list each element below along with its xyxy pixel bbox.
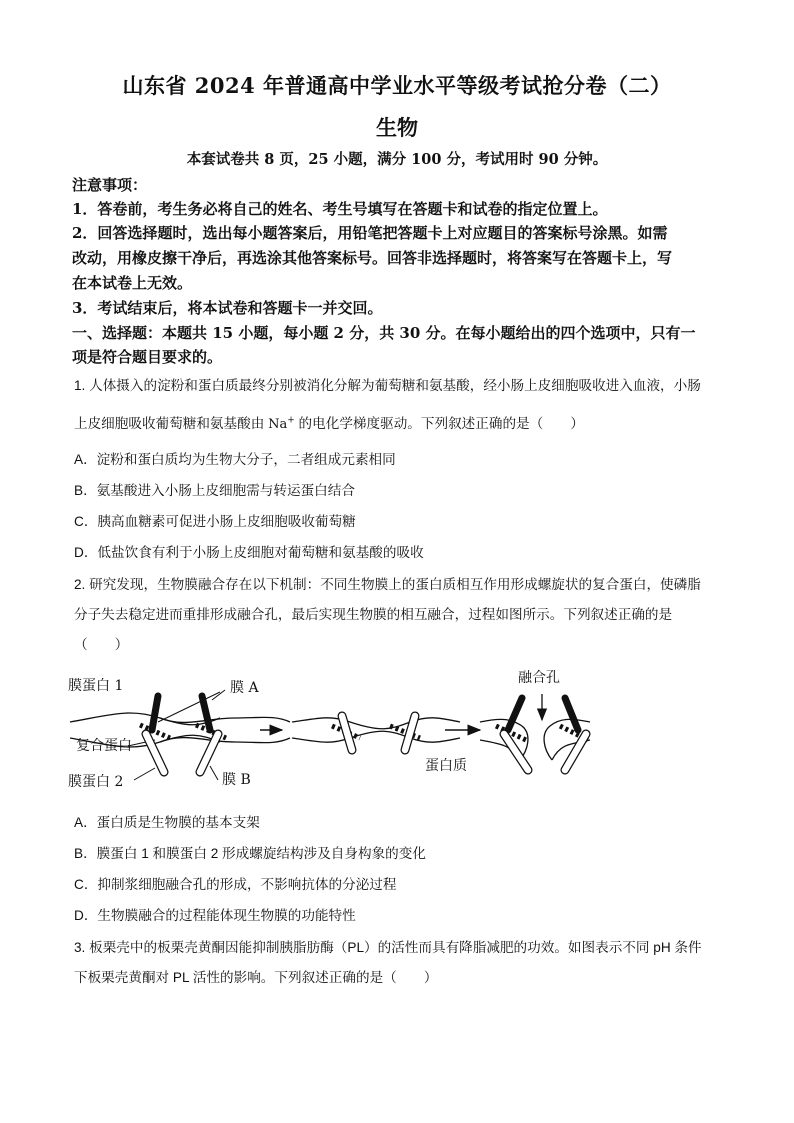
- label-complex-protein: 复合蛋白: [76, 738, 132, 754]
- section-heading-cont: 项是符合题目要求的。: [72, 348, 223, 366]
- question-2-option-b[interactable]: B．膜蛋白 1 和膜蛋白 2 形成螺旋结构涉及自身构象的变化: [74, 846, 426, 861]
- label-fusion-pore: 融合孔: [518, 670, 560, 686]
- exam-subject: 生物: [376, 115, 418, 140]
- pointer-protein-1: [158, 692, 220, 722]
- note-line: 2．回答选择题时，选出每小题答案后，用铅笔把答题卡上对应题目的答案标号涂黑。如需: [72, 224, 668, 242]
- label-protein: 蛋白质: [425, 758, 467, 774]
- note-line: 在本试卷上无效。: [72, 274, 193, 292]
- label-membrane-b: 膜 B: [222, 772, 251, 788]
- note-line: 3．考试结束后，将本试卷和答题卡一并交回。: [72, 299, 383, 317]
- question-2-option-a[interactable]: A．蛋白质是生物膜的基本支架: [74, 815, 260, 830]
- membrane-fusion-figure: [60, 660, 740, 800]
- question-2-stem: 2. 研究发现，生物膜融合存在以下机制：不同生物膜上的蛋白质相互作用形成螺旋状的复合蛋白，使磷脂: [74, 577, 701, 592]
- question-2-option-d[interactable]: D．生物膜融合的过程能体现生物膜的功能特性: [74, 908, 356, 923]
- section-heading: 一、选择题：本题共 15 小题，每小题 2 分，共 30 分。在每小题给出的四个选项中，只有一: [72, 324, 696, 342]
- label-membrane-protein-2: 膜蛋白 2: [68, 774, 124, 790]
- question-1-stem-cont: [74, 412, 584, 432]
- stage-2-membranes: [292, 718, 460, 742]
- label-membrane-protein-1: 膜蛋白 1: [68, 678, 124, 694]
- question-1-option-b[interactable]: B．氨基酸进入小肠上皮细胞需与转运蛋白结合: [74, 483, 355, 498]
- question-1-text: 的电化学梯度驱动。下列叙述正确的是（ ）: [294, 416, 585, 431]
- pointer-membrane-b: [210, 766, 218, 780]
- sodium-ion: Na+: [268, 415, 295, 432]
- question-1-option-c[interactable]: C．胰高血糖素可促进小肠上皮细胞吸收葡萄糖: [74, 514, 356, 529]
- question-3-stem: 3. 板栗壳中的板栗壳黄酮因能抑制胰脂肪酶（PL）的活性而具有降脂减肥的功效。如图表示不同 pH 条件: [74, 940, 702, 955]
- question-2-option-c[interactable]: C．抑制浆细胞融合孔的形成，不影响抗体的分泌过程: [74, 877, 397, 892]
- exam-meta: 本套试卷共 8 页，25 小题，满分 100 分，考试用时 90 分钟。: [186, 151, 608, 168]
- question-1-stem: 1. 人体摄入的淀粉和蛋白质最终分别被消化分解为葡萄糖和氨基酸，经小肠上皮细胞吸收进入血液，小肠: [74, 378, 701, 393]
- question-1-text: 上皮细胞吸收葡萄糖和氨基酸由: [74, 416, 269, 431]
- question-1-option-a[interactable]: A．淀粉和蛋白质均为生物大分子，二者组成元素相同: [74, 452, 396, 467]
- stage-1-proteins: [140, 696, 226, 772]
- question-2-stem-cont: 分子失去稳定进而重排形成融合孔，最后实现生物膜的相互融合，过程如图所示。下列叙述正确的是: [74, 607, 673, 622]
- notes-heading: 注意事项：: [72, 176, 148, 194]
- label-membrane-a: 膜 A: [230, 680, 259, 696]
- question-1-option-d[interactable]: D．低盐饮食有利于小肠上皮细胞对葡萄糖和氨基酸的吸收: [74, 545, 424, 560]
- question-2-stem-paren: （ ）: [74, 637, 129, 652]
- note-line: 1．答卷前，考生务必将自己的姓名、考生号填写在答题卡和试卷的指定位置上。: [72, 200, 608, 218]
- note-line: 改动，用橡皮擦干净后，再选涂其他答案标号。回答非选择题时，将答案写在答题卡上，写: [72, 249, 673, 267]
- stage-2-proteins: [332, 716, 420, 750]
- exam-title: 山东省 2024 年普通高中学业水平等级考试抢分卷（二）: [122, 73, 672, 98]
- pointer-protein-2: [134, 768, 155, 780]
- question-3-stem-cont: 下板栗壳黄酮对 PL 活性的影响。下列叙述正确的是（ ）: [74, 970, 438, 985]
